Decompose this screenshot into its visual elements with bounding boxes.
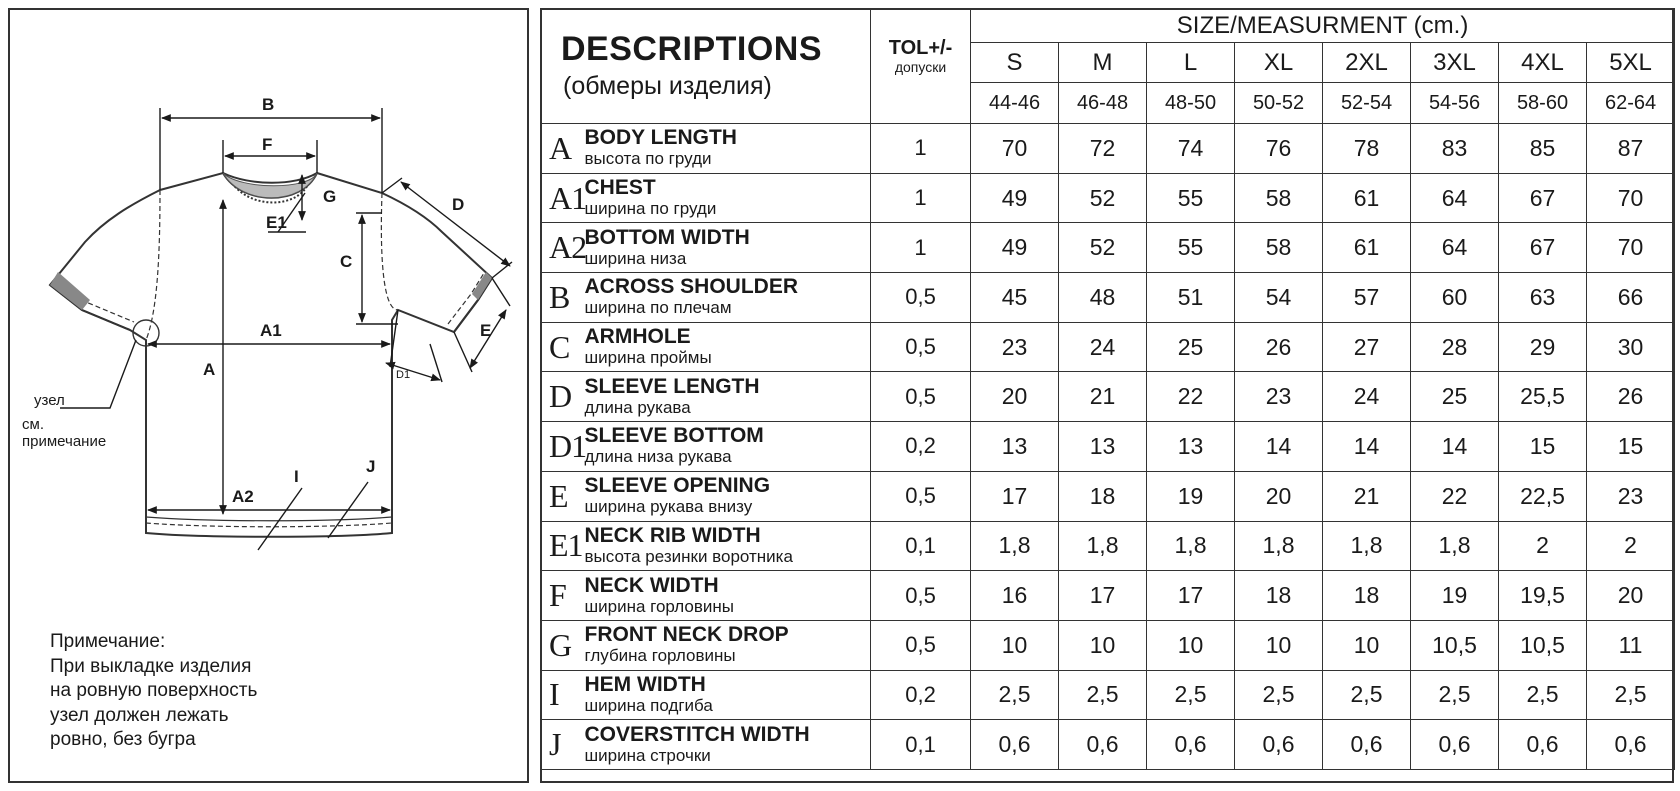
size-value-cell: 2,5 <box>1499 670 1587 720</box>
measurement-name-en: COVERSTITCH WIDTH <box>584 722 810 746</box>
size-value-cell: 21 <box>1323 471 1411 521</box>
size-value-cell: 2,5 <box>1411 670 1499 720</box>
note-line: При выкладке изделия <box>50 655 252 677</box>
size-value-cell: 2,5 <box>1323 670 1411 720</box>
size-label: M <box>1059 43 1147 83</box>
size-value-cell: 10 <box>1323 620 1411 670</box>
measurement-code: D1 <box>541 422 585 472</box>
size-value-cell: 23 <box>1587 471 1675 521</box>
size-value-cell: 23 <box>971 322 1059 372</box>
size-value-cell: 13 <box>1147 422 1235 472</box>
measurement-code: A <box>541 124 585 174</box>
measurement-description <box>585 720 871 770</box>
measurement-name-en: BODY LENGTH <box>584 126 737 150</box>
size-value-cell: 2,5 <box>971 670 1059 720</box>
measurement-name-ru: длина рукава <box>584 397 691 417</box>
measurement-code: F <box>541 571 585 621</box>
size-value-cell: 25,5 <box>1499 372 1587 422</box>
measurement-name-en: NECK WIDTH <box>584 573 719 597</box>
size-value-cell: 22,5 <box>1499 471 1587 521</box>
size-value-cell: 22 <box>1411 471 1499 521</box>
measurement-name-ru: ширина горловины <box>584 596 735 616</box>
size-value-cell: 19 <box>1147 471 1235 521</box>
size-value-cell: 49 <box>971 223 1059 273</box>
size-label: 2XL <box>1323 43 1411 83</box>
size-chart-panel <box>540 8 1674 783</box>
label-A: A <box>203 360 216 379</box>
measurement-code: B <box>541 273 585 323</box>
size-value-cell: 2,5 <box>1147 670 1235 720</box>
tolerance-value: 0,2 <box>871 422 971 472</box>
measurement-name-ru: высота резинки воротника <box>584 546 793 566</box>
tolerance-value: 0,5 <box>871 620 971 670</box>
size-value-cell: 11 <box>1587 620 1675 670</box>
measurement-name-ru: длина низа рукава <box>584 447 732 467</box>
measurement-code: G <box>541 620 585 670</box>
measurement-name-ru: ширина по груди <box>584 199 717 219</box>
size-value-cell: 10 <box>971 620 1059 670</box>
size-value-cell: 0,6 <box>971 720 1059 770</box>
note-line: узел должен лежать <box>50 704 229 726</box>
size-value-cell: 61 <box>1323 173 1411 223</box>
measurement-name-en: NECK RIB WIDTH <box>584 523 761 547</box>
tolerance-value: 0,2 <box>871 670 971 720</box>
size-value-cell: 14 <box>1411 422 1499 472</box>
size-value-cell: 2,5 <box>1235 670 1323 720</box>
knot-label: узел <box>34 392 65 409</box>
size-value-cell: 10,5 <box>1499 620 1587 670</box>
measurement-name-en: ACROSS SHOULDER <box>584 275 799 299</box>
label-I: I <box>294 467 299 486</box>
size-value-cell: 18 <box>1323 571 1411 621</box>
size-label: 3XL <box>1411 43 1499 83</box>
size-value-cell: 13 <box>1059 422 1147 472</box>
measurement-code: A2 <box>541 223 585 273</box>
size-value-cell: 26 <box>1587 372 1675 422</box>
note-line: на ровную поверхность <box>50 680 258 701</box>
label-D1: D1 <box>396 369 411 381</box>
label-E: E <box>480 321 492 340</box>
size-value-cell: 48 <box>1059 273 1147 323</box>
size-label: 5XL <box>1587 43 1675 83</box>
measurement-row <box>541 720 1675 770</box>
label-B: B <box>262 95 275 114</box>
tolerance-value: 0,5 <box>871 322 971 372</box>
measurement-code: C <box>541 322 585 372</box>
size-value-cell: 24 <box>1323 372 1411 422</box>
size-value-cell: 13 <box>971 422 1059 472</box>
size-value-cell: 17 <box>971 471 1059 521</box>
size-label: L <box>1147 43 1235 83</box>
size-value-cell: 0,6 <box>1411 720 1499 770</box>
size-value-cell: 64 <box>1411 173 1499 223</box>
ru-size-label: 44-46 <box>971 83 1059 124</box>
size-value-cell: 45 <box>971 273 1059 323</box>
measurement-row <box>541 273 1675 323</box>
size-value-cell: 23 <box>1235 372 1323 422</box>
tolerance-value: 1 <box>871 223 971 273</box>
tolerance-value: 1 <box>871 173 971 223</box>
size-value-cell: 60 <box>1411 273 1499 323</box>
size-value-cell: 52 <box>1059 223 1147 273</box>
size-value-cell: 15 <box>1587 422 1675 472</box>
tolerance-value: 0,5 <box>871 571 971 621</box>
size-value-cell: 76 <box>1235 124 1323 174</box>
size-value-cell: 17 <box>1059 571 1147 621</box>
size-value-cell: 54 <box>1235 273 1323 323</box>
size-value-cell: 85 <box>1499 124 1587 174</box>
measurement-name-ru: ширина по плечам <box>584 298 732 318</box>
label-A2: A2 <box>232 487 254 506</box>
note-block <box>50 630 510 753</box>
size-value-cell: 58 <box>1235 223 1323 273</box>
diagram-panel <box>8 8 529 783</box>
size-value-cell: 10,5 <box>1411 620 1499 670</box>
size-value-cell: 2,5 <box>1059 670 1147 720</box>
size-value-cell: 49 <box>971 173 1059 223</box>
descriptions-title: DESCRIPTIONS <box>561 30 823 68</box>
tolerance-value: 0,1 <box>871 720 971 770</box>
ru-size-label: 62-64 <box>1587 83 1675 124</box>
descriptions-subtitle: (обмеры изделия) <box>563 72 772 100</box>
size-value-cell: 10 <box>1235 620 1323 670</box>
size-label: XL <box>1235 43 1323 83</box>
size-value-cell: 0,6 <box>1235 720 1323 770</box>
note-title: Примечание: <box>50 631 166 652</box>
size-value-cell: 25 <box>1411 372 1499 422</box>
measurement-description <box>585 372 871 422</box>
size-value-cell: 2 <box>1587 521 1675 571</box>
measurement-description <box>585 620 871 670</box>
measurement-name-ru: ширина проймы <box>584 348 712 368</box>
ru-size-label: 48-50 <box>1147 83 1235 124</box>
label-A1: A1 <box>260 321 282 340</box>
measurement-code: D <box>541 372 585 422</box>
measurement-name-ru: высота по груди <box>584 149 712 169</box>
size-value-cell: 70 <box>1587 173 1675 223</box>
size-value-cell: 10 <box>1059 620 1147 670</box>
size-value-cell: 27 <box>1323 322 1411 372</box>
size-value-cell: 22 <box>1147 372 1235 422</box>
measurement-row <box>541 670 1675 720</box>
size-value-cell: 74 <box>1147 124 1235 174</box>
measurement-description <box>585 124 871 174</box>
size-value-cell: 67 <box>1499 173 1587 223</box>
measurement-code: E1 <box>541 521 585 571</box>
tolerance-subtitle: допуски <box>894 59 947 75</box>
ru-size-label: 58-60 <box>1499 83 1587 124</box>
label-F: F <box>262 135 273 154</box>
size-label: 4XL <box>1499 43 1587 83</box>
size-value-cell: 15 <box>1499 422 1587 472</box>
measurement-description <box>585 670 871 720</box>
size-value-cell: 16 <box>971 571 1059 621</box>
size-value-cell: 1,8 <box>1059 521 1147 571</box>
size-value-cell: 18 <box>1059 471 1147 521</box>
size-value-cell: 0,6 <box>1147 720 1235 770</box>
size-value-cell: 0,6 <box>1499 720 1587 770</box>
neck-rib <box>223 173 317 198</box>
tolerance-title: TOL+/- <box>888 37 953 59</box>
measurement-name-en: HEM WIDTH <box>584 672 706 696</box>
measurement-row <box>541 471 1675 521</box>
size-value-cell: 1,8 <box>1147 521 1235 571</box>
size-value-cell: 83 <box>1411 124 1499 174</box>
tolerance-value: 0,5 <box>871 273 971 323</box>
size-value-cell: 78 <box>1323 124 1411 174</box>
measurement-row <box>541 173 1675 223</box>
size-value-cell: 55 <box>1147 173 1235 223</box>
measurement-description <box>585 223 871 273</box>
size-value-cell: 24 <box>1059 322 1147 372</box>
measurement-row <box>541 223 1675 273</box>
measurement-code: I <box>541 670 585 720</box>
size-value-cell: 0,6 <box>1323 720 1411 770</box>
descriptions-header <box>541 9 871 124</box>
measurement-code: E <box>541 471 585 521</box>
left-cuff-shade <box>50 272 90 310</box>
label-D: D <box>452 195 465 214</box>
measurement-description <box>585 422 871 472</box>
size-value-cell: 1,8 <box>1235 521 1323 571</box>
size-value-cell: 61 <box>1323 223 1411 273</box>
tolerance-header <box>871 9 971 124</box>
size-label: S <box>971 43 1059 83</box>
ru-size-label: 52-54 <box>1323 83 1411 124</box>
measurement-name-en: SLEEVE BOTTOM <box>584 424 764 448</box>
measurement-description <box>585 571 871 621</box>
size-value-cell: 28 <box>1411 322 1499 372</box>
measurement-code: A1 <box>541 173 585 223</box>
measurement-name-en: FRONT NECK DROP <box>584 623 789 647</box>
label-J: J <box>366 457 376 476</box>
measurement-name-ru: ширина рукава внизу <box>584 497 753 517</box>
ru-size-label: 50-52 <box>1235 83 1323 124</box>
see-note-label-2: примечание <box>22 433 107 450</box>
note-line: ровно, без бугра <box>50 729 196 750</box>
measurement-name-en: SLEEVE OPENING <box>584 474 771 498</box>
size-chart-body <box>541 124 1675 770</box>
tolerance-value: 1 <box>871 124 971 174</box>
measurement-row <box>541 571 1675 621</box>
size-value-cell: 1,8 <box>1323 521 1411 571</box>
size-value-cell: 55 <box>1147 223 1235 273</box>
size-value-cell: 57 <box>1323 273 1411 323</box>
size-value-cell: 58 <box>1235 173 1323 223</box>
size-value-cell: 20 <box>1235 471 1323 521</box>
measurement-name-ru: ширина подгиба <box>584 695 713 715</box>
size-value-cell: 2 <box>1499 521 1587 571</box>
measurement-row <box>541 422 1675 472</box>
measurement-description <box>585 273 871 323</box>
size-chart-table <box>540 8 1675 770</box>
size-value-cell: 1,8 <box>1411 521 1499 571</box>
label-E1: E1 <box>266 213 287 232</box>
size-value-cell: 66 <box>1587 273 1675 323</box>
size-value-cell: 72 <box>1059 124 1147 174</box>
measurement-name-ru: глубина горловины <box>584 646 736 666</box>
label-C: C <box>340 252 353 271</box>
see-note-label-1: см. <box>22 416 44 433</box>
size-value-cell: 10 <box>1147 620 1235 670</box>
measurement-row <box>541 372 1675 422</box>
measurement-name-en: BOTTOM WIDTH <box>584 225 750 249</box>
measurement-description <box>585 173 871 223</box>
ru-size-label: 54-56 <box>1411 83 1499 124</box>
size-value-cell: 64 <box>1411 223 1499 273</box>
ru-size-label: 46-48 <box>1059 83 1147 124</box>
size-value-cell: 67 <box>1499 223 1587 273</box>
size-value-cell: 14 <box>1323 422 1411 472</box>
size-value-cell: 14 <box>1235 422 1323 472</box>
tolerance-value: 0,1 <box>871 521 971 571</box>
measurement-row <box>541 620 1675 670</box>
measurement-description <box>585 521 871 571</box>
size-value-cell: 19 <box>1411 571 1499 621</box>
size-value-cell: 26 <box>1235 322 1323 372</box>
size-value-cell: 52 <box>1059 173 1147 223</box>
size-value-cell: 21 <box>1059 372 1147 422</box>
size-value-cell: 18 <box>1235 571 1323 621</box>
size-value-cell: 2,5 <box>1587 670 1675 720</box>
size-value-cell: 63 <box>1499 273 1587 323</box>
label-G: G <box>323 187 337 206</box>
size-value-cell: 30 <box>1587 322 1675 372</box>
measurement-name-ru: ширина строчки <box>584 745 711 765</box>
tolerance-value: 0,5 <box>871 372 971 422</box>
measurement-name-en: CHEST <box>584 176 656 200</box>
size-value-cell: 29 <box>1499 322 1587 372</box>
measurement-description <box>585 322 871 372</box>
tolerance-value: 0,5 <box>871 471 971 521</box>
size-value-cell: 20 <box>971 372 1059 422</box>
measurement-row <box>541 124 1675 174</box>
measurement-name-ru: ширина низа <box>584 248 687 268</box>
size-value-cell: 51 <box>1147 273 1235 323</box>
measurement-description <box>585 471 871 521</box>
size-value-cell: 17 <box>1147 571 1235 621</box>
size-value-cell: 25 <box>1147 322 1235 372</box>
measurement-name-en: ARMHOLE <box>584 325 691 349</box>
size-group-header: SIZE/MEASURMENT (cm.) <box>971 9 1675 43</box>
measurement-code: J <box>541 720 585 770</box>
size-value-cell: 87 <box>1587 124 1675 174</box>
size-value-cell: 0,6 <box>1587 720 1675 770</box>
size-value-cell: 19,5 <box>1499 571 1587 621</box>
measurement-name-en: SLEEVE LENGTH <box>584 374 760 398</box>
size-value-cell: 70 <box>971 124 1059 174</box>
measurement-row <box>541 521 1675 571</box>
size-value-cell: 0,6 <box>1059 720 1147 770</box>
measurement-row <box>541 322 1675 372</box>
size-value-cell: 70 <box>1587 223 1675 273</box>
size-value-cell: 20 <box>1587 571 1675 621</box>
size-value-cell: 1,8 <box>971 521 1059 571</box>
